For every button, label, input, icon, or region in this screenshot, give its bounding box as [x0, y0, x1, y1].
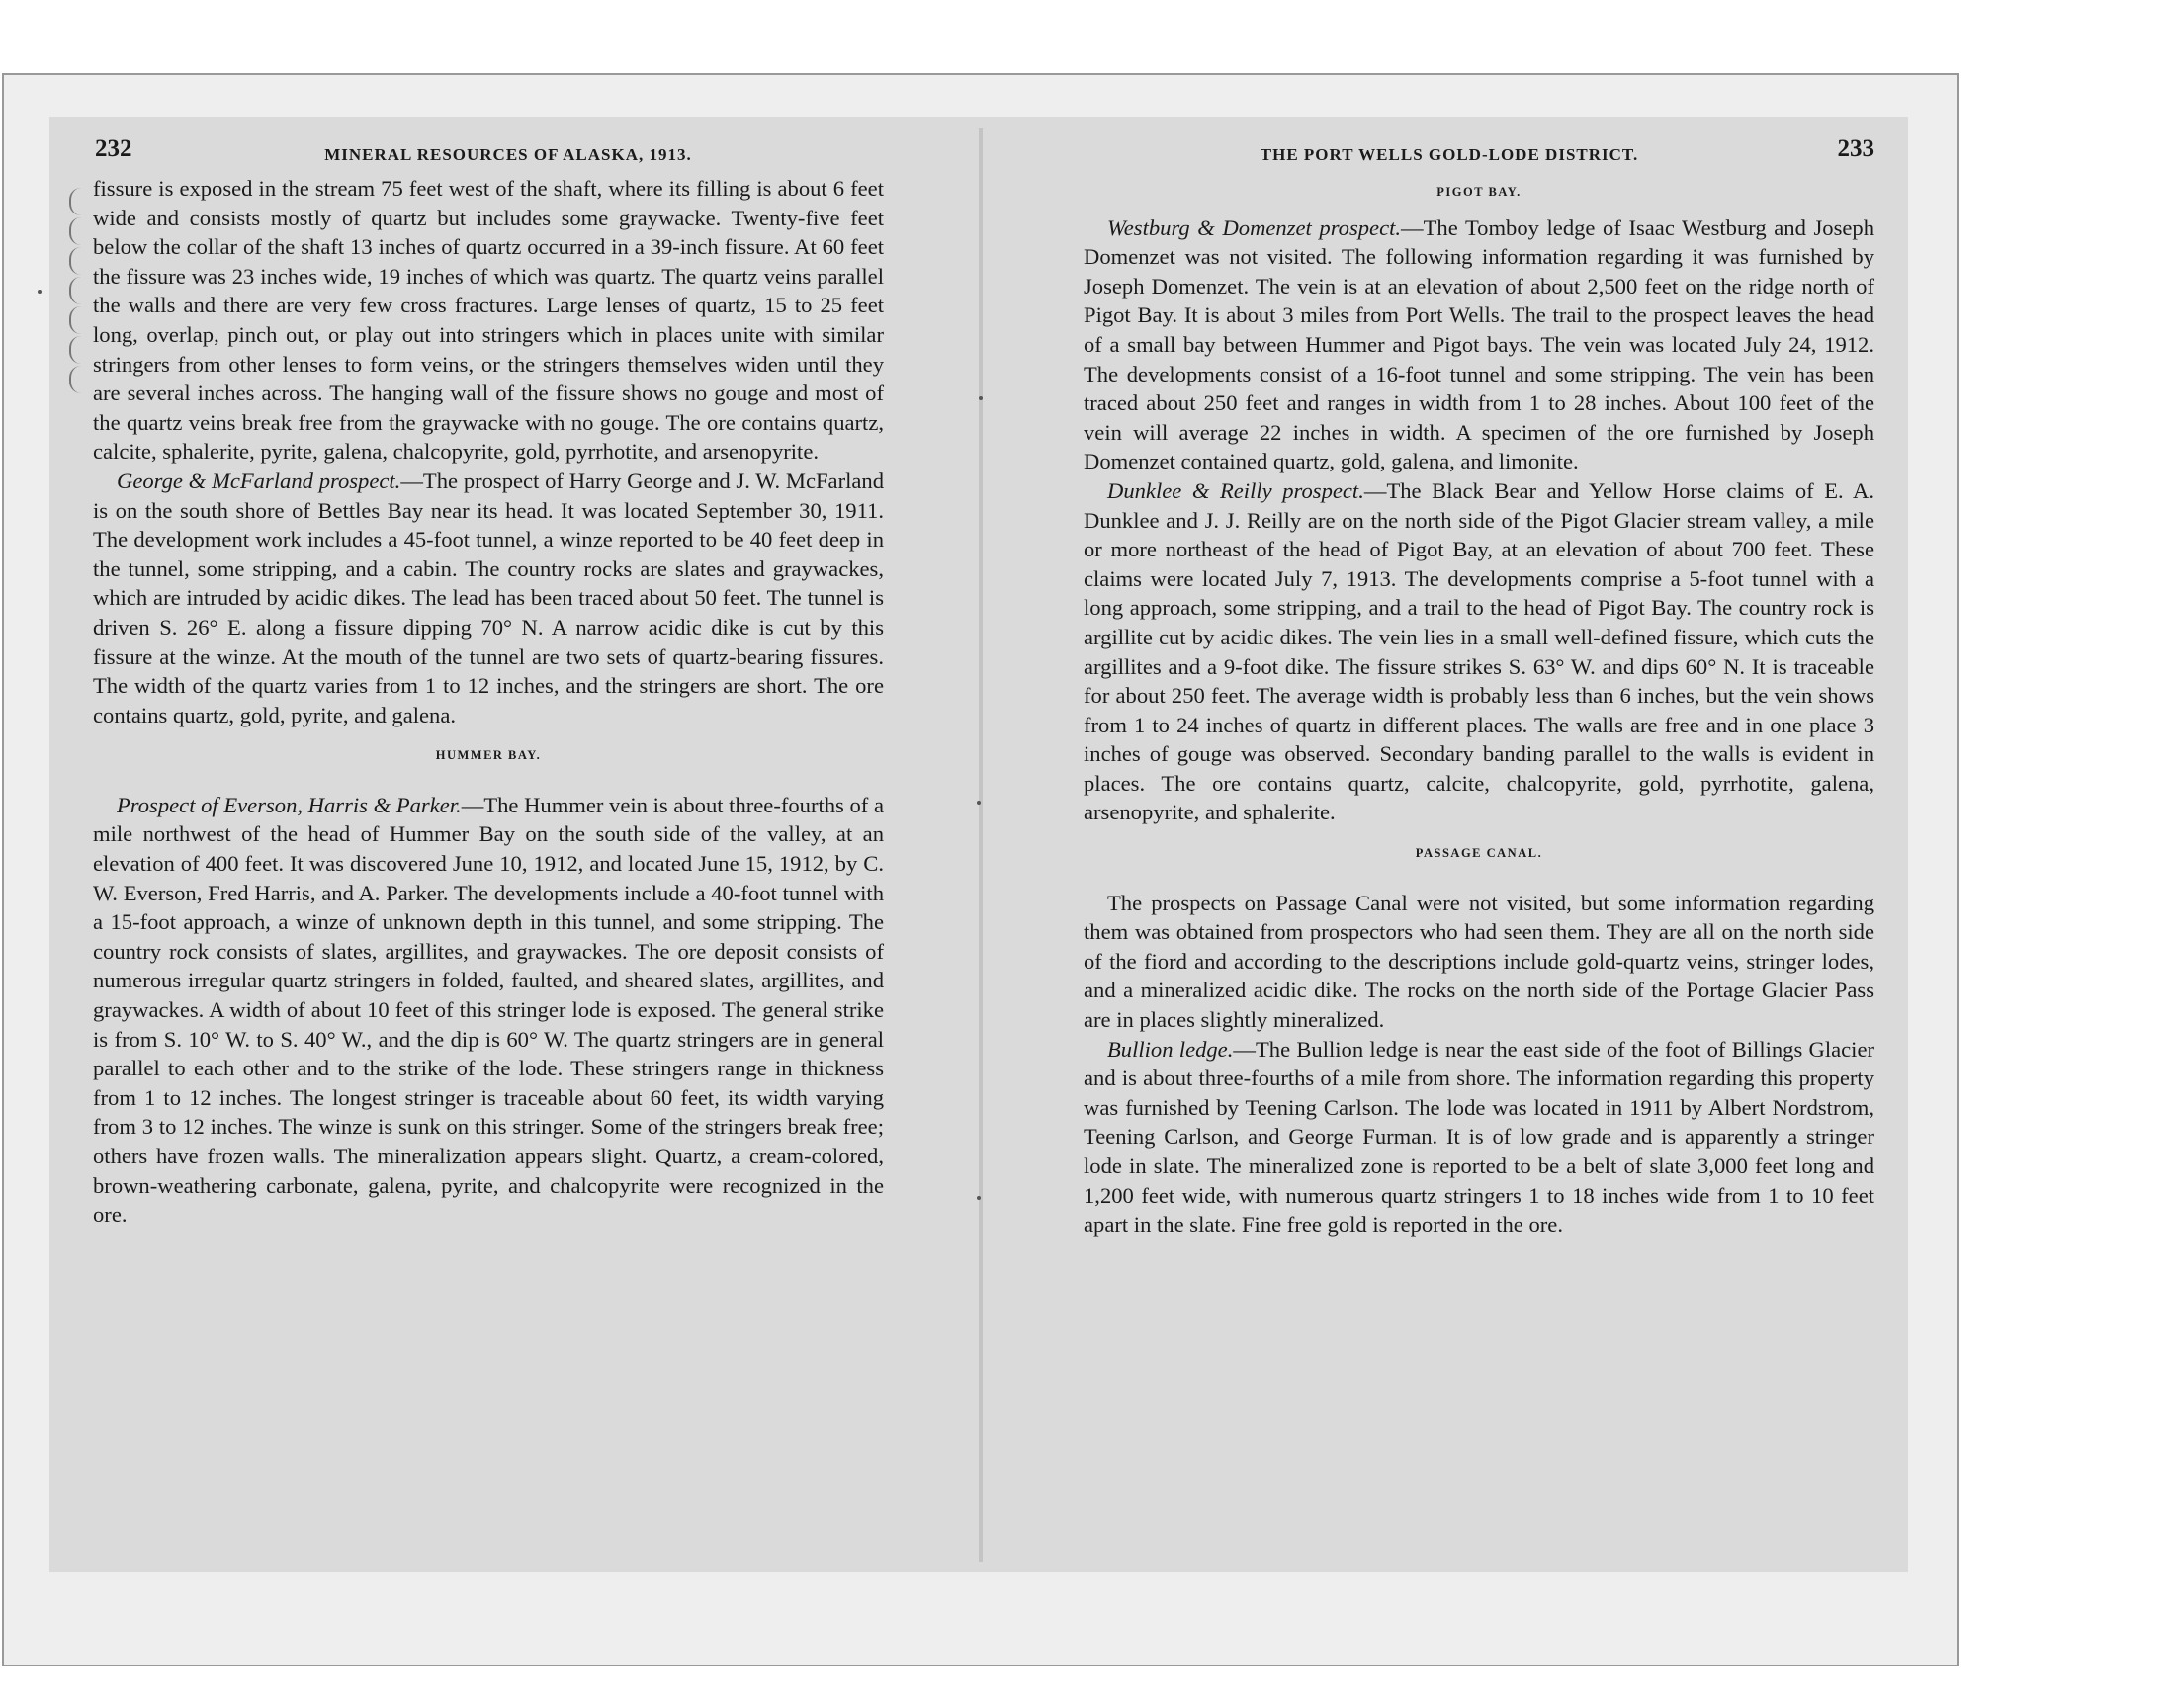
page-number: 232 — [95, 135, 132, 162]
scan-speck — [977, 801, 981, 805]
running-head-title: MINERAL RESOURCES OF ALASKA, 1913. — [324, 145, 692, 164]
scan-speck — [977, 1196, 981, 1200]
scan-speck — [38, 290, 42, 294]
paragraph-text: —The Hummer vein is about three-fourths of a mile northwest of the head of Hummer Bay on the south side of the valley, at an elevation of 400 feet. It was discovered June 10, 1912, and located June 15, 1912, by C. W. Everson, Fred Harris, and A. Parker. The developments include a 40-foot tunnel with a 15-foot approach, a winze of unknown depth in this tunnel, and some stripping. The country rock consists of slates, argillites, and graywackes. The ore deposit consists of numerous irregular quartz stringers in folded, faulted, and sheared slates, argillites, and graywackes. A width of about 10 feet of this stringer lode is exposed. The general strike is from S. 10° W. to S. 40° W., and the dip is 60° W. The quartz stringers are in general parallel to each other and to the strike of the lode. These stringers range in thickness from 1 to 12 inches. The longest stringer is traceable about 60 feet, its width varying from 3 to 12 inches. The winze is sunk on this stringer. Some of the stringers break free; others have frozen walls. The mineralization appears slight. Quartz, a cream-colored, brown-weathering carbonate, galena, pyrite, and chalcopyrite were recognized in the ore. — [93, 792, 885, 1228]
prospect-name: Prospect of Everson, Harris & Parker. — [117, 792, 462, 817]
paragraph — [1084, 214, 1874, 476]
left-page — [93, 135, 885, 1230]
section-heading: HUMMER BAY. — [435, 748, 542, 763]
prospect-name: Bullion ledge. — [1107, 1036, 1234, 1062]
paragraph — [1084, 476, 1874, 827]
prospect-name: George & McFarland prospect. — [117, 468, 401, 493]
paragraph-text: —The prospect of Harry George and J. W. McFarland is on the south shore of Bettles Bay near its head. It was located September 30, 1911. The development work includes a 45-foot tunnel, a winze reported to be 40 feet deep in the tunnel, some stripping, and a cabin. The country rocks are slates and graywackes, which are intruded by acidic dikes. The lead has been traced about 50 feet. The tunnel is driven S. 26° E. along a fissure dipping 70° N. A narrow acidic dike is cut by this fissure at the winze. At the mouth of the tunnel are two sets of quartz-bearing fissures. The width of the quartz varies from 1 to 12 inches, and the stringers are short. The ore contains quartz, gold, pyrite, and galena. — [93, 468, 884, 727]
paragraph: The prospects on Passage Canal were not visited, but some information regarding them was obtained from prospectors who had seen them. They are all on the north side of the fiord and according to the descriptions include gold-quartz veins, stringer lodes, and a mineralized acidic dike. The rocks on the north side of the Portage Glacier Pass are in places slightly mineralized. — [1084, 890, 1874, 1033]
right-page — [1084, 135, 1875, 1239]
running-head — [93, 135, 884, 174]
margin-bracket-marks — [69, 188, 91, 395]
paragraph — [1084, 1035, 1874, 1239]
prospect-name: Dunklee & Reilly prospect. — [1107, 477, 1364, 503]
paragraph — [93, 791, 884, 1230]
running-head-title: THE PORT WELLS GOLD-LODE DISTRICT. — [1260, 145, 1639, 164]
paragraph-text: —The Bullion ledge is near the east side of the foot of Billings Glacier and is about three-fourths of a mile from shore. The information regarding this property was furnished by Teening Carlson. The lode was located in 1911 by Albert Nordstrom, Teening Carlson, and George Furman. It is of low grade and is apparently a stringer lode in slate. The mineralized zone is reported to be a belt of slate 3,000 feet long and 1,200 feet wide, with numerous quartz stringers 1 to 18 inches wide from 1 to 10 feet apart in the slate. Fine free gold is reported in the ore. — [1084, 1036, 1875, 1238]
paragraph-text: —The Tomboy ledge of Isaac Westburg and Joseph Domenzet was not visited. The following information regarding it was furnished by Joseph Domenzet. The vein is at an elevation of about 2,500 feet on the ridge north of Pigot Bay. It is about 3 miles from Port Wells. The trail to the prospect leaves the head of a small bay between Hummer and Pigot bays. The vein was located July 24, 1912. The developments consist of a 16-foot tunnel and some stripping. The vein has been traced about 250 feet and ranges in width from 1 to 28 inches. About 100 feet of the vein will average 22 inches in width. A specimen of the ore furnished by Joseph Domenzet contained quartz, gold, galena, and limonite. — [1084, 214, 1874, 474]
section-heading: PIGOT BAY. — [1436, 185, 1522, 199]
book-gutter — [979, 128, 983, 1562]
prospect-name: Westburg & Domenzet prospect. — [1107, 214, 1402, 240]
paragraph — [93, 467, 884, 729]
section-heading: PASSAGE CANAL. — [1415, 846, 1543, 861]
paragraph: fissure is exposed in the stream 75 feet west of the shaft, where its filling is about 6 feet wide and consists mostly of quartz but includes some graywacke. Twenty-five feet below the collar of the shaft 13 inches of quartz occurred in a 39-inch fissure. At 60 feet the fissure was 23 inches wide, 19 inches of which was quartz. The quartz veins parallel the walls and there are very few cross fractures. Large lenses of quartz, 15 to 25 feet long, overlap, pinch out, or play out into stringers which in places unite with similar stringers from other lenses to form veins, or the stringers themselves widen until they are several inches across. The hanging wall of the fissure shows no gouge and most of the quartz veins break free from the graywacke with no gouge. The ore contains quartz, calcite, sphalerite, pyrite, galena, chalcopyrite, gold, pyrrhotite, and arsenopyrite. — [93, 176, 884, 465]
page-number: 233 — [1837, 135, 1874, 162]
paragraph-text: —The Black Bear and Yellow Horse claims of E. A. Dunklee and J. J. Reilly are on the north side of the Pigot Glacier stream valley, a mile or more northeast of the head of Pigot Bay, at an elevation of about 700 feet. These claims were located July 7, 1913. The developments comprise a 5-foot tunnel with a long approach, some stripping, and a trail to the head of Pigot Bay. The country rock is argillite cut by acidic dikes. The vein lies in a small well-defined fissure, which cuts the argillites and a 9-foot dike. The fissure strikes S. 63° W. and dips 60° N. It is traceable for about 250 feet. The average width is probably less than 6 inches, but the vein shows from 1 to 24 inches of quartz in different places. The walls are free and in one place 3 inches of gouge was observed. Secondary banding parallel to the walls is evident in places. The ore contains quartz, calcite, chalcopyrite, gold, pyrrhotite, galena, arsenopyrite, and sphalerite. — [1084, 477, 1874, 825]
running-head — [1084, 135, 1874, 174]
scan-speck — [979, 396, 983, 400]
